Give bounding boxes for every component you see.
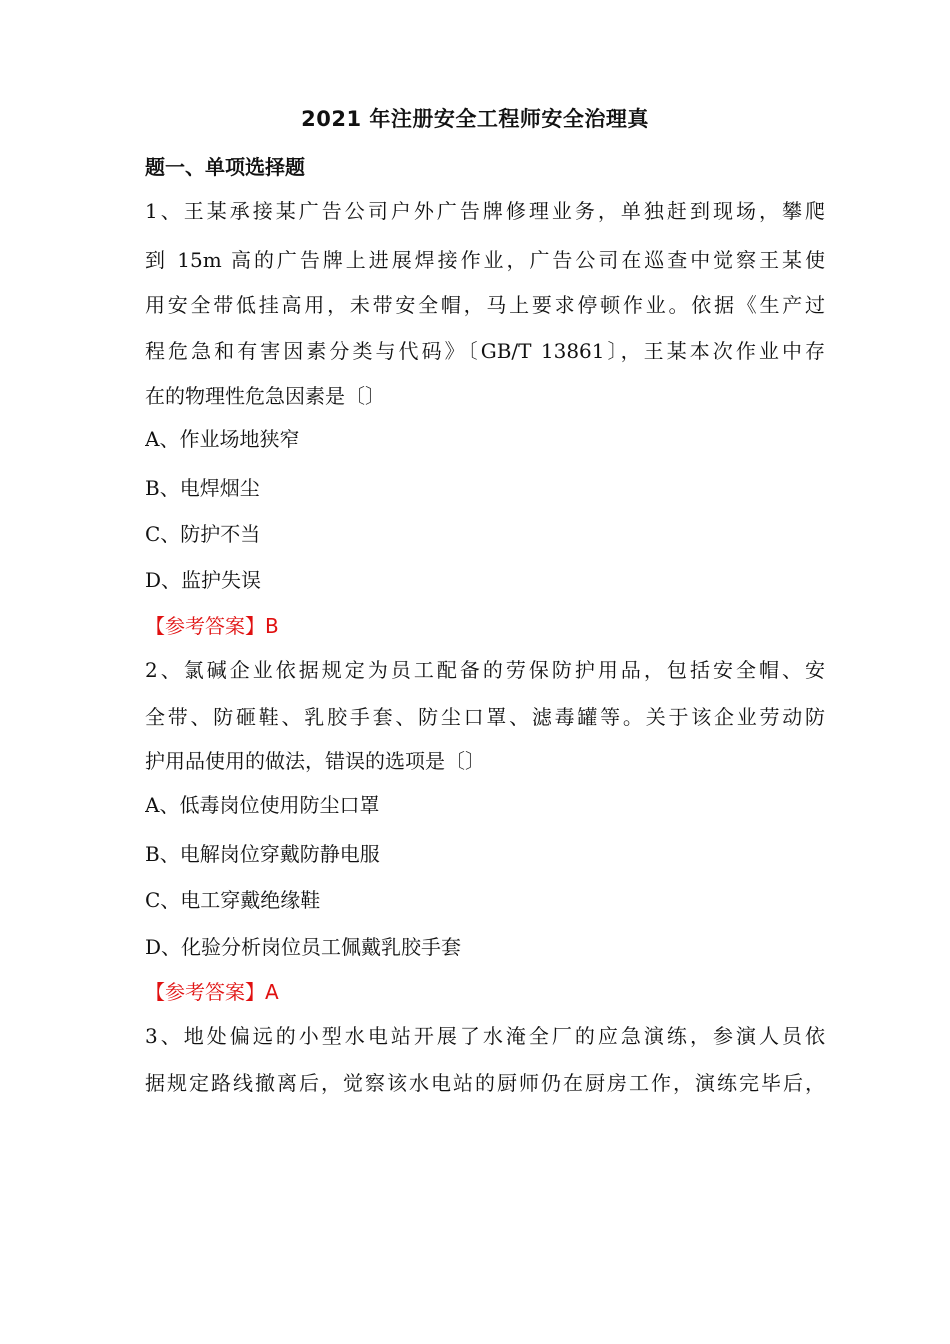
- question-2-option-d: D、化验分析岗位员工佩戴乳胶手套: [145, 935, 462, 959]
- question-1-option-c: C、防护不当: [145, 522, 261, 546]
- question-1-answer: 【参考答案】B: [145, 614, 279, 638]
- section-heading: 题一、单项选择题: [145, 155, 305, 179]
- question-1-line-3: 用安全带低挂高用，未带安全帽，马上要求停顿作业。依据《生产过: [145, 293, 825, 317]
- question-1-line-4: 程危急和有害因素分类与代码》〔GB/T 13861〕，王某本次作业中存: [145, 339, 825, 363]
- question-2-option-a: A、低毒岗位使用防尘口罩: [145, 793, 380, 817]
- question-1-option-a: A、作业场地狭窄: [145, 427, 300, 451]
- question-1-option-d: D、监护失误: [145, 568, 262, 592]
- question-3-line-1: 3、地处偏远的小型水电站开展了水淹全厂的应急演练，参演人员依: [145, 1024, 825, 1048]
- question-2-line-1: 2、氯碱企业依据规定为员工配备的劳保防护用品，包括安全帽、安: [145, 658, 825, 682]
- question-1-line-2: 到 15m 高的广告牌上进展焊接作业，广告公司在巡查中觉察王某使: [145, 248, 825, 272]
- question-2-option-c: C、电工穿戴绝缘鞋: [145, 888, 321, 912]
- question-3-line-2: 据规定路线撤离后，觉察该水电站的厨师仍在厨房工作，演练完毕后，: [145, 1071, 825, 1095]
- question-2-line-3: 护用品使用的做法，错误的选项是〔〕: [145, 749, 485, 773]
- question-1-option-b: B、电焊烟尘: [145, 476, 260, 500]
- question-2-answer: 【参考答案】A: [145, 980, 279, 1004]
- question-2-option-b: B、电解岗位穿戴防静电服: [145, 842, 380, 866]
- question-1-line-5: 在的物理性危急因素是〔〕: [145, 384, 385, 408]
- question-1-line-1: 1、王某承接某广告公司户外广告牌修理业务，单独赶到现场，攀爬: [145, 199, 825, 223]
- question-2-line-2: 全带、防砸鞋、乳胶手套、防尘口罩、滤毒罐等。关于该企业劳动防: [145, 705, 825, 729]
- document-title: 2021 年注册安全工程师安全治理真: [301, 107, 649, 131]
